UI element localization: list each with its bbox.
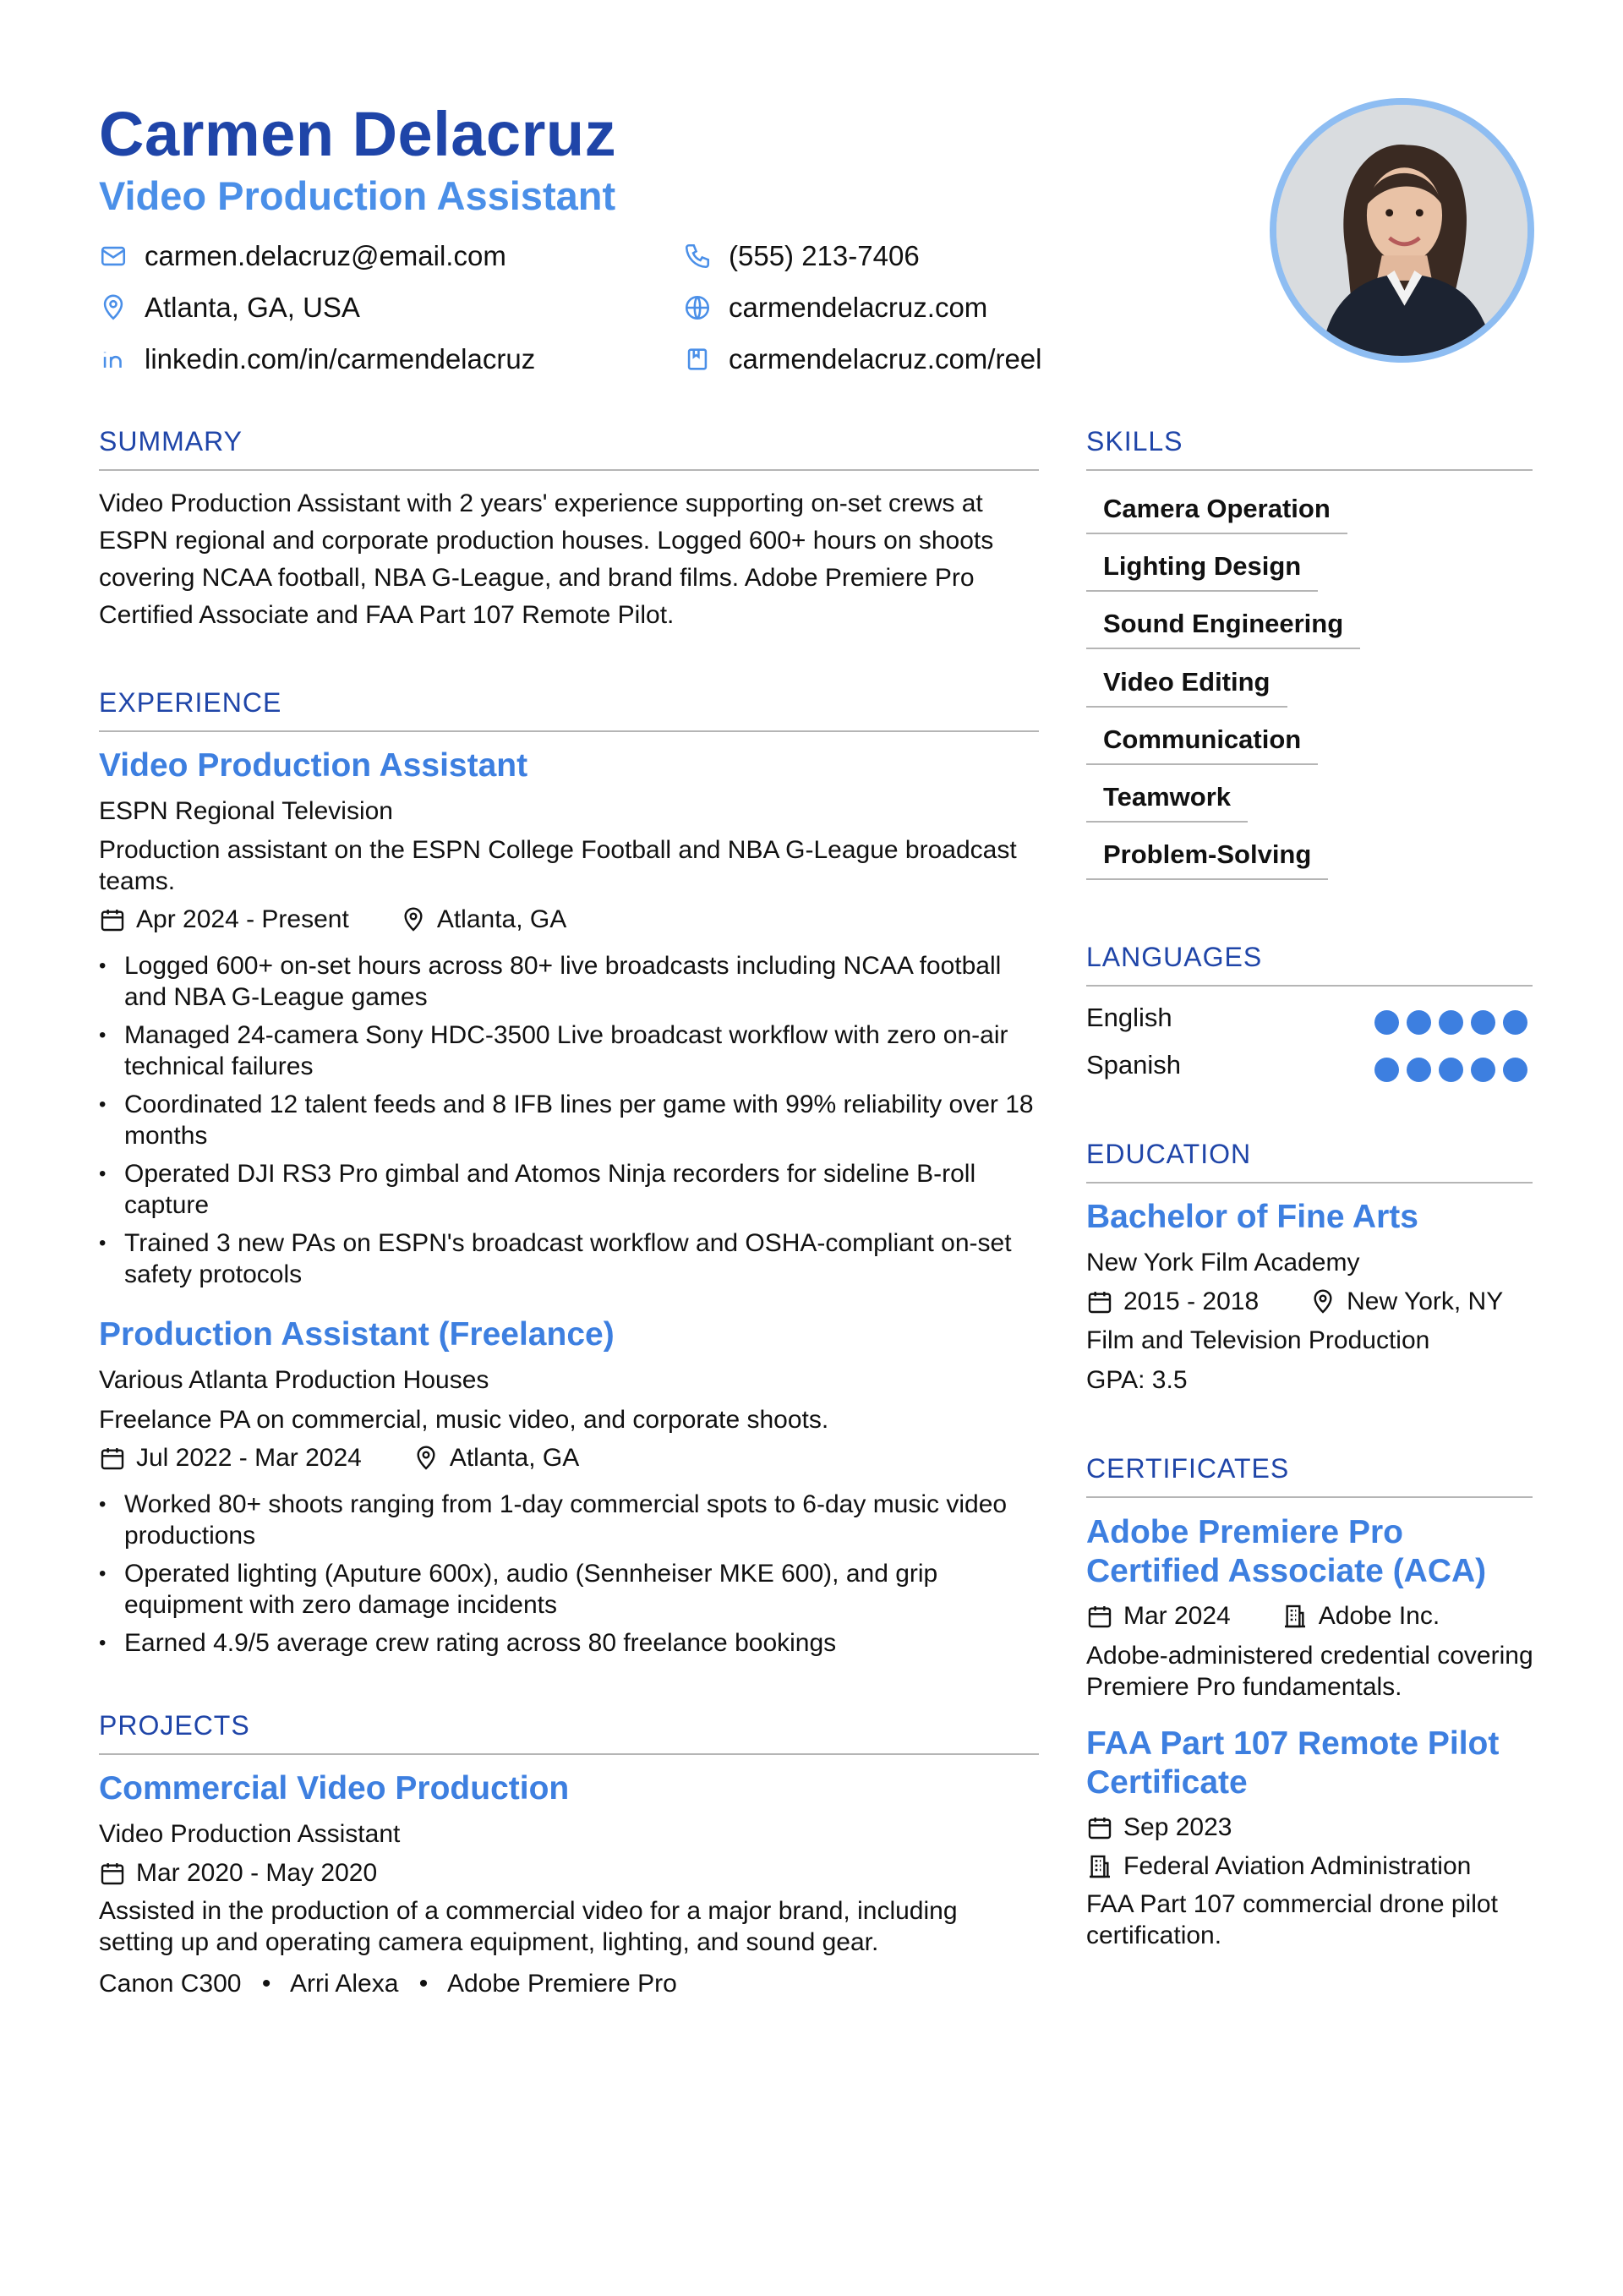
projects-divider: [99, 1753, 1039, 1755]
certificate-meta: [1086, 1599, 1440, 1633]
contact-phone[interactable]: [683, 237, 920, 276]
certificate-title: Adobe Premiere Pro Certified Associate (ACA): [1086, 1514, 1487, 1589]
level-dot: [1407, 1058, 1431, 1082]
linkedin-text: linkedin.com/in/carmendelacruz: [145, 343, 536, 374]
project-role: Video Production Assistant: [99, 1820, 401, 1848]
certificate-date: Mar 2024: [1123, 1602, 1231, 1630]
building-icon: [1281, 1603, 1309, 1630]
location-icon: [1309, 1288, 1336, 1315]
skills-heading: SKILLS: [1086, 426, 1183, 456]
skill-tag: Sound Engineering: [1086, 602, 1360, 649]
job-description: Production assistant on the ESPN College Football and NBA G-League broadcast teams.: [99, 836, 1017, 895]
job-meta: [99, 903, 566, 937]
email-text: carmen.delacruz@email.com: [145, 240, 506, 271]
location-icon: [99, 293, 128, 322]
list-item: • Operated lighting (Aputure 600x), audio (Sennheiser MKE 600), and grip equipment with zero damage incidents: [99, 1558, 1037, 1621]
list-item: • Trained 3 new PAs on ESPN's broadcast workflow and OSHA-compliant on-set safety protocols: [99, 1227, 1037, 1290]
tool-tag: Adobe Premiere Pro: [446, 1970, 677, 1998]
project-tools: Canon C300 • Arri Alexa • Adobe Premiere Pro: [99, 1970, 677, 1998]
job-location: Atlanta, GA: [449, 1444, 580, 1472]
experience-divider: [99, 730, 1039, 732]
education-field: Film and Television Production: [1086, 1326, 1430, 1354]
list-item: • Operated DJI RS3 Pro gimbal and Atomos Ninja recorders for sideline B-roll capture: [99, 1158, 1037, 1221]
job-location: Atlanta, GA: [436, 905, 567, 933]
list-item: • Managed 24-camera Sony HDC-3500 Live broadcast workflow with zero on-air technical failures: [99, 1020, 1037, 1082]
languages-heading: LANGUAGES: [1086, 942, 1263, 972]
certificate-meta: [1086, 1811, 1232, 1845]
skill-tag: Teamwork: [1086, 775, 1248, 823]
certificate-description: FAA Part 107 commercial drone pilot certification.: [1086, 1890, 1498, 1949]
list-item: • Logged 600+ on-set hours across 80+ live broadcasts including NCAA football and NBA G-League games: [99, 950, 1037, 1013]
skills-divider: [1086, 469, 1533, 471]
education-divider: [1086, 1182, 1533, 1184]
experience-heading: EXPERIENCE: [99, 687, 282, 718]
calendar-icon: [99, 1445, 126, 1472]
project-dates: Mar 2020 - May 2020: [136, 1859, 378, 1887]
phone-icon: [683, 242, 712, 271]
job-bullets: [99, 950, 1037, 1297]
level-dot: [1471, 1058, 1495, 1082]
language-name: English: [1086, 1003, 1172, 1032]
language-name: Spanish: [1086, 1050, 1182, 1080]
certificates-divider: [1086, 1496, 1533, 1498]
phone-text: (555) 213-7406: [729, 240, 920, 271]
list-item: • Coordinated 12 talent feeds and 8 IFB lines per game with 99% reliability over 18 months: [99, 1089, 1037, 1151]
building-icon: [1086, 1853, 1113, 1880]
contact-email[interactable]: [99, 237, 506, 276]
level-dot: [1439, 1010, 1463, 1035]
level-dot: [1503, 1058, 1527, 1082]
job-meta: [99, 1441, 579, 1475]
skill-tag: Lighting Design: [1086, 544, 1318, 592]
tool-tag: Canon C300: [99, 1970, 242, 1998]
education-gpa: GPA: 3.5: [1086, 1366, 1188, 1394]
job-title: Production Assistant (Freelance): [99, 1316, 615, 1353]
certificate-meta: [1086, 1850, 1471, 1883]
certificate-date: Sep 2023: [1123, 1813, 1232, 1841]
job-company: Various Atlanta Production Houses: [99, 1366, 489, 1394]
certificate-issuer: Adobe Inc.: [1318, 1602, 1440, 1630]
level-dot: [1503, 1010, 1527, 1035]
tool-tag: Arri Alexa: [290, 1970, 399, 1998]
summary-divider: [99, 469, 1039, 471]
skill-tag: Problem-Solving: [1086, 833, 1328, 880]
list-item: • Worked 80+ shoots ranging from 1-day commercial spots to 6-day music video productions: [99, 1489, 1037, 1551]
linkedin-icon: [99, 345, 128, 374]
calendar-icon: [1086, 1814, 1113, 1841]
project-description: Assisted in the production of a commercial video for a major brand, including setting up and operating camera equipment, lighting, and sound gear.: [99, 1897, 958, 1956]
job-bullets: [99, 1489, 1037, 1665]
skill-tag: Video Editing: [1086, 660, 1287, 708]
contact-location: [99, 288, 360, 327]
job-company: ESPN Regional Television: [99, 797, 393, 825]
calendar-icon: [99, 1860, 126, 1887]
job-title: Video Production Assistant: [99, 747, 528, 784]
mail-icon: [99, 242, 128, 271]
level-dot: [1374, 1058, 1399, 1082]
education-heading: EDUCATION: [1086, 1139, 1252, 1169]
list-item: • Earned 4.9/5 average crew rating across 80 freelance bookings: [99, 1627, 1037, 1659]
languages-divider: [1086, 985, 1533, 987]
job-dates: Apr 2024 - Present: [136, 905, 349, 933]
website-text: carmendelacruz.com: [729, 292, 988, 323]
summary-text: Video Production Assistant with 2 years' experience supporting on-set crews at ESPN regional and corporate production houses. Logged 600+ hours on shoots covering NCAA football, NBA G-League, and brand films. Adobe Premiere Pro Certified Associate and FAA Part 107 Remote Pilot.: [99, 489, 994, 629]
skill-tag: Communication: [1086, 718, 1318, 765]
certificate-title: FAA Part 107 Remote Pilot Certificate: [1086, 1725, 1500, 1801]
certificates-heading: CERTIFICATES: [1086, 1453, 1290, 1484]
summary-heading: SUMMARY: [99, 426, 243, 456]
school-name: New York Film Academy: [1086, 1249, 1360, 1276]
contact-website[interactable]: [683, 288, 987, 327]
certificate-description: Adobe-administered credential covering Premiere Pro fundamentals.: [1086, 1642, 1533, 1701]
education-dates: 2015 - 2018: [1123, 1287, 1260, 1315]
job-description: Freelance PA on commercial, music video, and corporate shoots.: [99, 1406, 829, 1434]
level-dot: [1374, 1010, 1399, 1035]
level-dot: [1439, 1058, 1463, 1082]
location-icon: [413, 1445, 440, 1472]
language-level: [1374, 1058, 1527, 1082]
level-dot: [1407, 1010, 1431, 1035]
profile-photo: [1270, 98, 1534, 363]
location-text: Atlanta, GA, USA: [145, 292, 360, 323]
contact-reel[interactable]: [683, 340, 1041, 379]
project-title: Commercial Video Production: [99, 1770, 570, 1807]
language-level: [1374, 1010, 1527, 1035]
contact-linkedin[interactable]: [99, 340, 535, 379]
location-icon: [400, 906, 427, 933]
skill-tag: Camera Operation: [1086, 487, 1347, 534]
calendar-icon: [99, 906, 126, 933]
candidate-role: Video Production Assistant: [99, 173, 616, 218]
level-dot: [1471, 1010, 1495, 1035]
calendar-icon: [1086, 1603, 1113, 1630]
education-location: New York, NY: [1347, 1287, 1504, 1315]
reel-text: carmendelacruz.com/reel: [729, 343, 1042, 374]
degree-title: Bachelor of Fine Arts: [1086, 1199, 1418, 1235]
bookmark-icon: [683, 345, 712, 374]
candidate-name: Carmen Delacruz: [99, 99, 617, 169]
calendar-icon: [1086, 1288, 1113, 1315]
education-meta: [1086, 1285, 1503, 1319]
project-meta: [99, 1856, 377, 1890]
projects-heading: PROJECTS: [99, 1710, 250, 1741]
job-dates: Jul 2022 - Mar 2024: [136, 1444, 362, 1472]
globe-icon: [683, 293, 712, 322]
certificate-issuer: Federal Aviation Administration: [1123, 1852, 1472, 1880]
